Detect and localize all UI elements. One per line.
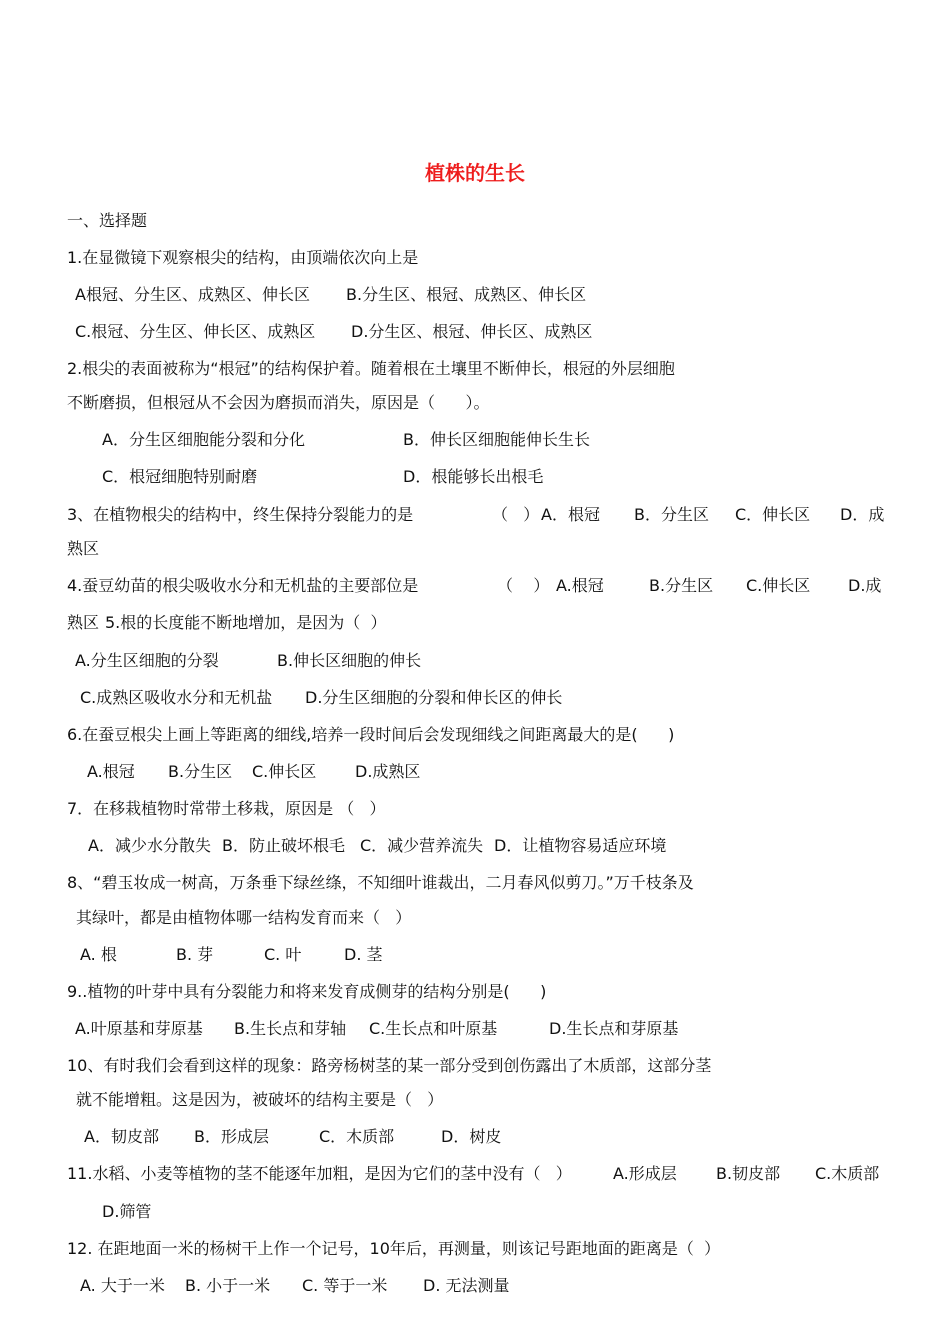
question-8-stem-line-2: 其绿叶，都是由植物体哪一结构发育而来（ ） — [76, 908, 412, 927]
question-9-option-a: A.叶原基和芽原基 — [75, 1019, 203, 1038]
question-11-option-b: B.韧皮部 — [716, 1164, 781, 1183]
question-12-option-d: D. 无法测量 — [423, 1276, 510, 1295]
question-11-option-c: C.木质部 — [815, 1164, 880, 1183]
question-1-option-a: A根冠、分生区、成熟区、伸长区 — [75, 285, 310, 304]
question-3-option-b: B．分生区 — [634, 505, 709, 524]
question-9-option-c: C.生长点和叶原基 — [369, 1019, 498, 1038]
question-8-option-d: D. 茎 — [344, 945, 383, 964]
question-10-option-c: C．木质部 — [319, 1127, 395, 1146]
question-6-stem: 6.在蚕豆根尖上画上等距离的细线,培养一段时间后会发现细线之间距离最大的是( ) — [67, 725, 675, 744]
question-3-option-a: A．根冠 — [541, 505, 600, 524]
question-5-option-b: B.伸长区细胞的伸长 — [277, 651, 422, 670]
question-10-stem-line-2: 就不能增粗。这是因为，被破坏的结构主要是（ ） — [76, 1090, 444, 1109]
question-4-wrap: 熟区 — [67, 613, 100, 632]
question-2-stem-line-2: 不断磨损，但根冠从不会因为磨损而消失，原因是（ ）。 — [67, 393, 490, 412]
question-5-option-a: A.分生区细胞的分裂 — [75, 651, 219, 670]
question-1-option-d: D.分生区、根冠、伸长区、成熟区 — [351, 322, 593, 341]
question-8-option-c: C. 叶 — [264, 945, 302, 964]
question-6-option-c: C.伸长区 — [252, 762, 317, 781]
question-2-option-b: B．伸长区细胞能伸长生长 — [403, 430, 590, 449]
question-10-option-a: A．韧皮部 — [84, 1127, 159, 1146]
section-heading: 一、选择题 — [67, 211, 148, 230]
question-3-stem: 3、在植物根尖的结构中，终生保持分裂能力的是 — [67, 505, 414, 524]
question-10-option-d: D．树皮 — [441, 1127, 502, 1146]
question-4-option-b: B.分生区 — [649, 576, 714, 595]
question-12-option-b: B. 小于一米 — [185, 1276, 271, 1295]
question-9-option-b: B.生长点和芽轴 — [234, 1019, 347, 1038]
question-1-stem: 1.在显微镜下观察根尖的结构，由顶端依次向上是 — [67, 248, 419, 267]
question-2-option-d: D．根能够长出根毛 — [403, 467, 544, 486]
question-6-option-b: B.分生区 — [168, 762, 233, 781]
question-5-option-c: C.成熟区吸收水分和无机盐 — [80, 688, 273, 707]
question-11-option-a: A.形成层 — [613, 1164, 677, 1183]
question-1-option-c: C.根冠、分生区、伸长区、成熟区 — [75, 322, 316, 341]
question-9-option-d: D.生长点和芽原基 — [549, 1019, 679, 1038]
question-7-option-b: B．防止破坏根毛 — [222, 836, 345, 855]
question-2-stem-line-1: 2.根尖的表面被称为“根冠”的结构保护着。随着根在土壤里不断伸长，根冠的外层细胞 — [67, 359, 675, 378]
question-12-stem: 12. 在距地面一米的杨树干上作一个记号，10年后，再测量，则该记号距地面的距离是（ ） — [67, 1239, 721, 1258]
question-3-answer-paren: （ ） — [492, 505, 540, 524]
question-11-stem: 11.水稻、小麦等植物的茎不能逐年加粗，是因为它们的茎中没有（ ） — [67, 1164, 572, 1183]
question-5-stem: 5.根的长度能不断地增加，是因为（ ） — [105, 613, 387, 632]
question-2-option-c: C．根冠细胞特别耐磨 — [102, 467, 258, 486]
question-8-option-b: B. 芽 — [176, 945, 214, 964]
question-8-option-a: A. 根 — [80, 945, 117, 964]
question-3-option-c: C．伸长区 — [735, 505, 811, 524]
question-6-option-d: D.成熟区 — [355, 762, 421, 781]
question-10-stem-line-1: 10、有时我们会看到这样的现象：路旁杨树茎的某一部分受到创伤露出了木质部，这部分茎 — [67, 1056, 712, 1075]
question-1-option-b: B.分生区、根冠、成熟区、伸长区 — [346, 285, 587, 304]
question-3-wrap: 熟区 — [67, 539, 100, 558]
question-12-option-a: A. 大于一米 — [80, 1276, 165, 1295]
question-4-option-d: D.成 — [848, 576, 882, 595]
question-7-option-d: D．让植物容易适应环境 — [494, 836, 667, 855]
question-9-stem: 9..植物的叶芽中具有分裂能力和将来发育成侧芽的结构分别是( ) — [67, 982, 547, 1001]
question-3-option-d: D．成 — [840, 505, 885, 524]
question-7-stem: 7．在移栽植物时常带土移栽，原因是 （ ） — [67, 799, 386, 818]
question-11-option-d: D.筛管 — [102, 1202, 152, 1221]
question-8-stem-line-1: 8、“碧玉妆成一树高，万条垂下绿丝绦，不知细叶谁裁出，二月春风似剪刀。”万千枝条及 — [67, 873, 694, 892]
question-4-option-c: C.伸长区 — [746, 576, 811, 595]
question-12-option-c: C. 等于一米 — [302, 1276, 388, 1295]
question-2-option-a: A．分生区细胞能分裂和分化 — [102, 430, 305, 449]
question-6-option-a: A.根冠 — [87, 762, 135, 781]
question-10-option-b: B．形成层 — [194, 1127, 269, 1146]
question-4-stem: 4.蚕豆幼苗的根尖吸收水分和无机盐的主要部位是 — [67, 576, 419, 595]
question-5-option-d: D.分生区细胞的分裂和伸长区的伸长 — [305, 688, 563, 707]
question-7-option-c: C．减少营养流失 — [360, 836, 484, 855]
page-title: 植株的生长 — [425, 161, 525, 185]
question-4-option-a: A.根冠 — [556, 576, 604, 595]
question-4-answer-paren: （ ） — [497, 576, 550, 595]
question-7-option-a: A．减少水分散失 — [88, 836, 211, 855]
